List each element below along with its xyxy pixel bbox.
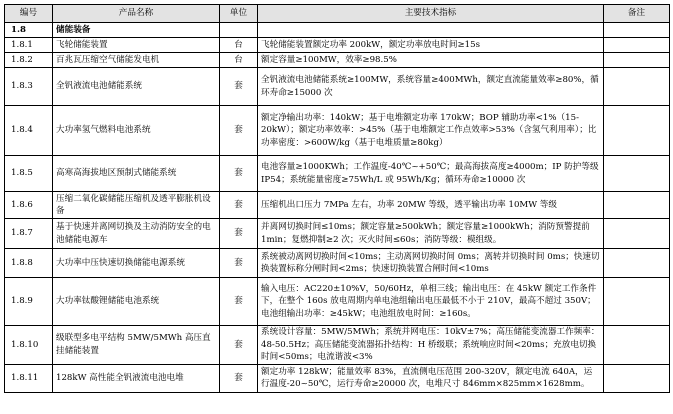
row-remark [604,326,670,365]
header-name: 产品名称 [53,5,220,23]
row-unit: 套 [220,192,258,219]
row-name: 大功率中压快速切换储能电源系统 [53,249,220,278]
section-row [5,23,670,38]
row-specs: 系统设计容量：5MW/5MWh；系统并网电压：10kV±7%；高压储能变流器工作频率：48-50.5Hz；高压储能变流器拓扑结构：H 桥级联；系统响应时间<20ms；充放电切换时间<50ms；电流谐波<3% [258,326,604,365]
table-row [5,326,670,365]
row-no: 1.8.3 [5,68,53,106]
row-unit: 套 [220,249,258,278]
header-remark: 备注 [604,5,670,23]
row-no: 1.8.11 [5,364,53,392]
row-unit: 套 [220,326,258,365]
row-specs: 输入电压：AC220±10%V，50/60Hz，单相三线；输出电压：在 45kW 额定工作条件下，在整个 160s 放电周期内单电池组输出电压最低不小于 210V，最高不超过 350V；电池组输出功率：≥45kW；电池组放电时间：≥160s。 [258,278,604,326]
row-specs: 电池容量≥1000KWh；工作温度-40℃~+50℃；最高海拔高度≥4000m；IP 防护等级 IP54；系统能量密度≥75Wh/L 或 95Wh/Kg；循环寿命≥10000 次 [258,156,604,192]
row-remark [604,219,670,249]
table-row [5,53,670,68]
header-unit: 单位 [220,5,258,23]
row-name: 压缩二氧化碳储能压缩机及透平膨胀机设备 [53,192,220,219]
row-no: 1.8.4 [5,106,53,156]
row-name: 百兆瓦压缩空气储能发电机 [53,53,220,68]
row-name: 大功率钛酸锂储能电池系统 [53,278,220,326]
row-specs: 额定功率 128kW；能量效率 83%，直流侧电压范围 200-320V，额定电流 640A，运行温度-20~50℃，运行寿命≥20000 次，电堆尺寸 846mm×825mm×1628mm。 [258,364,604,392]
table-row [5,68,670,106]
row-specs: 额定净输出功率：140kW；基于电堆额定功率 170kW；BOP 辅助功率<1%（15-20kW）；额定功率效率：>45%（基于电堆额定工作点效率>53%（含氢气利用率）；比功率密度：>600W/kg（基于电堆质量≥80kg） [258,106,604,156]
row-name: 128kW 高性能全钒液流电池电堆 [53,364,220,392]
row-name: 全钒液流电池储能系统 [53,68,220,106]
row-remark [604,38,670,53]
row-name: 基于快速并离网切换及主动消防安全的电池储能电源车 [53,219,220,249]
row-remark [604,53,670,68]
header-specs: 主要技术指标 [258,5,604,23]
row-remark [604,364,670,392]
row-unit: 套 [220,68,258,106]
row-no: 1.8.5 [5,156,53,192]
table-row [5,219,670,249]
row-specs: 系统被动离网切换时间<10ms；主动离网切换时间 0ms；离转并切换时间 0ms；快速切换装置标称分闸时间<2ms；快速切换装置合闸时间<10ms [258,249,604,278]
row-no: 1.8.2 [5,53,53,68]
row-specs: 并离网切换时间≤10ms；额定容量≥500kWh；额定容量≥1000kWh；消防预警提前 1min；复燃抑制≥2 次；灭火时间≤60s；消防等级：模组级。 [258,219,604,249]
section-title: 储能装备 [53,23,220,38]
row-unit: 台 [220,53,258,68]
equipment-spec-table [4,4,670,393]
section-no: 1.8 [5,23,53,38]
row-unit: 套 [220,364,258,392]
row-remark [604,106,670,156]
table-row [5,278,670,326]
row-unit: 套 [220,106,258,156]
row-specs: 飞轮储能装置额定功率 200kW，额定功率放电时间≥15s [258,38,604,53]
table-row [5,249,670,278]
row-unit: 套 [220,156,258,192]
row-specs: 全钒液流电池储能系统≥100MW，系统容量≥400MWh，额定直流能量效率≥80%，循环寿命≥15000 次 [258,68,604,106]
row-remark [604,278,670,326]
row-unit: 台 [220,38,258,53]
row-name: 飞轮储能装置 [53,38,220,53]
row-no: 1.8.6 [5,192,53,219]
table-row [5,364,670,392]
row-no: 1.8.9 [5,278,53,326]
row-name: 级联型多电平结构 5MW/5MWh 高压直挂储能装置 [53,326,220,365]
row-no: 1.8.7 [5,219,53,249]
row-no: 1.8.10 [5,326,53,365]
header-no: 编号 [5,5,53,23]
row-unit: 套 [220,219,258,249]
row-remark [604,249,670,278]
row-specs: 额定容量≥100MW，效率≥98.5% [258,53,604,68]
table-row [5,156,670,192]
row-name: 高寒高海拔地区预制式储能系统 [53,156,220,192]
row-specs: 压缩机出口压力 7MPa 左右，功率 20MW 等级，透平输出功率 10MW 等级 [258,192,604,219]
row-no: 1.8.8 [5,249,53,278]
row-remark [604,192,670,219]
row-remark [604,68,670,106]
row-no: 1.8.1 [5,38,53,53]
row-unit: 套 [220,278,258,326]
table-row [5,106,670,156]
table-row [5,38,670,53]
table-header-row [5,5,670,23]
table-row [5,192,670,219]
row-name: 大功率氢气燃料电池系统 [53,106,220,156]
row-remark [604,156,670,192]
